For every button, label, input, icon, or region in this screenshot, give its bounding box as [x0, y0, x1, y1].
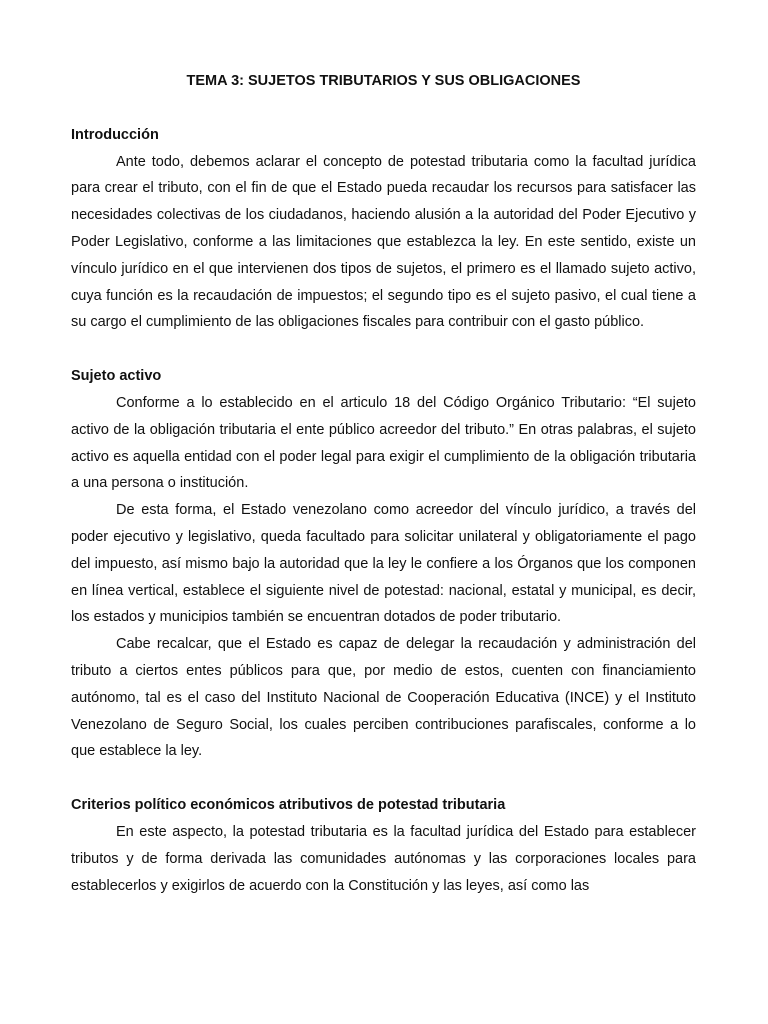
paragraph: En este aspecto, la potestad tributaria es la facultad jurídica del Estado para establecer tributos y de forma derivada las comunidades autónomas y las corporaciones locales para establecerlos y exigirlos de acuerdo con la Constitución y las leyes, así como las [71, 823, 696, 894]
paragraph: Ante todo, debemos aclarar el concepto de potestad tributaria como la facultad jurídica para crear el tributo, con el fin de que el Estado pueda recaudar los recursos para satisfacer las necesidades colectivas de los ciudadanos, haciendo alusión a la autoridad del Poder Ejecutivo y Poder Legislativo, conforme a las limitaciones que establezca la ley. En este sentido, existe un vínculo jurídico en el que intervienen dos tipos de sujetos, el primero es el llamado sujeto activo, cuya función es la recaudación de impuestos; el segundo tipo es el sujeto pasivo, el cual tiene a su cargo el cumplimiento de las obligaciones fiscales para contribuir con el gasto público. [71, 153, 696, 331]
document-page [71, 68, 696, 926]
section-heading: Sujeto activo [71, 368, 162, 385]
section-criterios [71, 792, 696, 899]
section-heading: Introducción [71, 126, 159, 143]
paragraph: Cabe recalcar, que el Estado es capaz de delegar la recaudación y administración del tributo a ciertos entes públicos para que, por medio de estos, cuenten con financiamiento autónomo, tal es el caso del Instituto Nacional de Cooperación Educativa (INCE) y el Instituto Venezolano de Seguro Social, los cuales perciben contribuciones parafiscales, conforme a lo que establece la ley. [71, 636, 696, 760]
section-sujeto-activo [71, 363, 696, 765]
paragraph: Conforme a lo establecido en el articulo 18 del Código Orgánico Tributario: “El sujeto activo de la obligación tributaria el ente público acreedor del tributo.” En otras palabras, el sujeto activo es aquella entidad con el poder legal para exigir el cumplimiento de la obligación tributaria a una persona o institución. [71, 394, 696, 492]
section-heading: Criterios político económicos atributivos de potestad tributaria [71, 797, 506, 814]
page-title: TEMA 3: SUJETOS TRIBUTARIOS Y SUS OBLIGACIONES [186, 73, 581, 89]
section-introduccion [71, 122, 696, 336]
paragraph: De esta forma, el Estado venezolano como acreedor del vínculo jurídico, a través del poder ejecutivo y legislativo, queda facultado para solicitar unilateral y obligatoriamente el pago del impuesto, así mismo bajo la autoridad que la ley le confiere a los Órganos que los componen en línea vertical, establece el siguiente nivel de potestad: nacional, estatal y municipal, es decir, los estados y municipios también se encuentran dotados de poder tributario. [71, 502, 696, 626]
